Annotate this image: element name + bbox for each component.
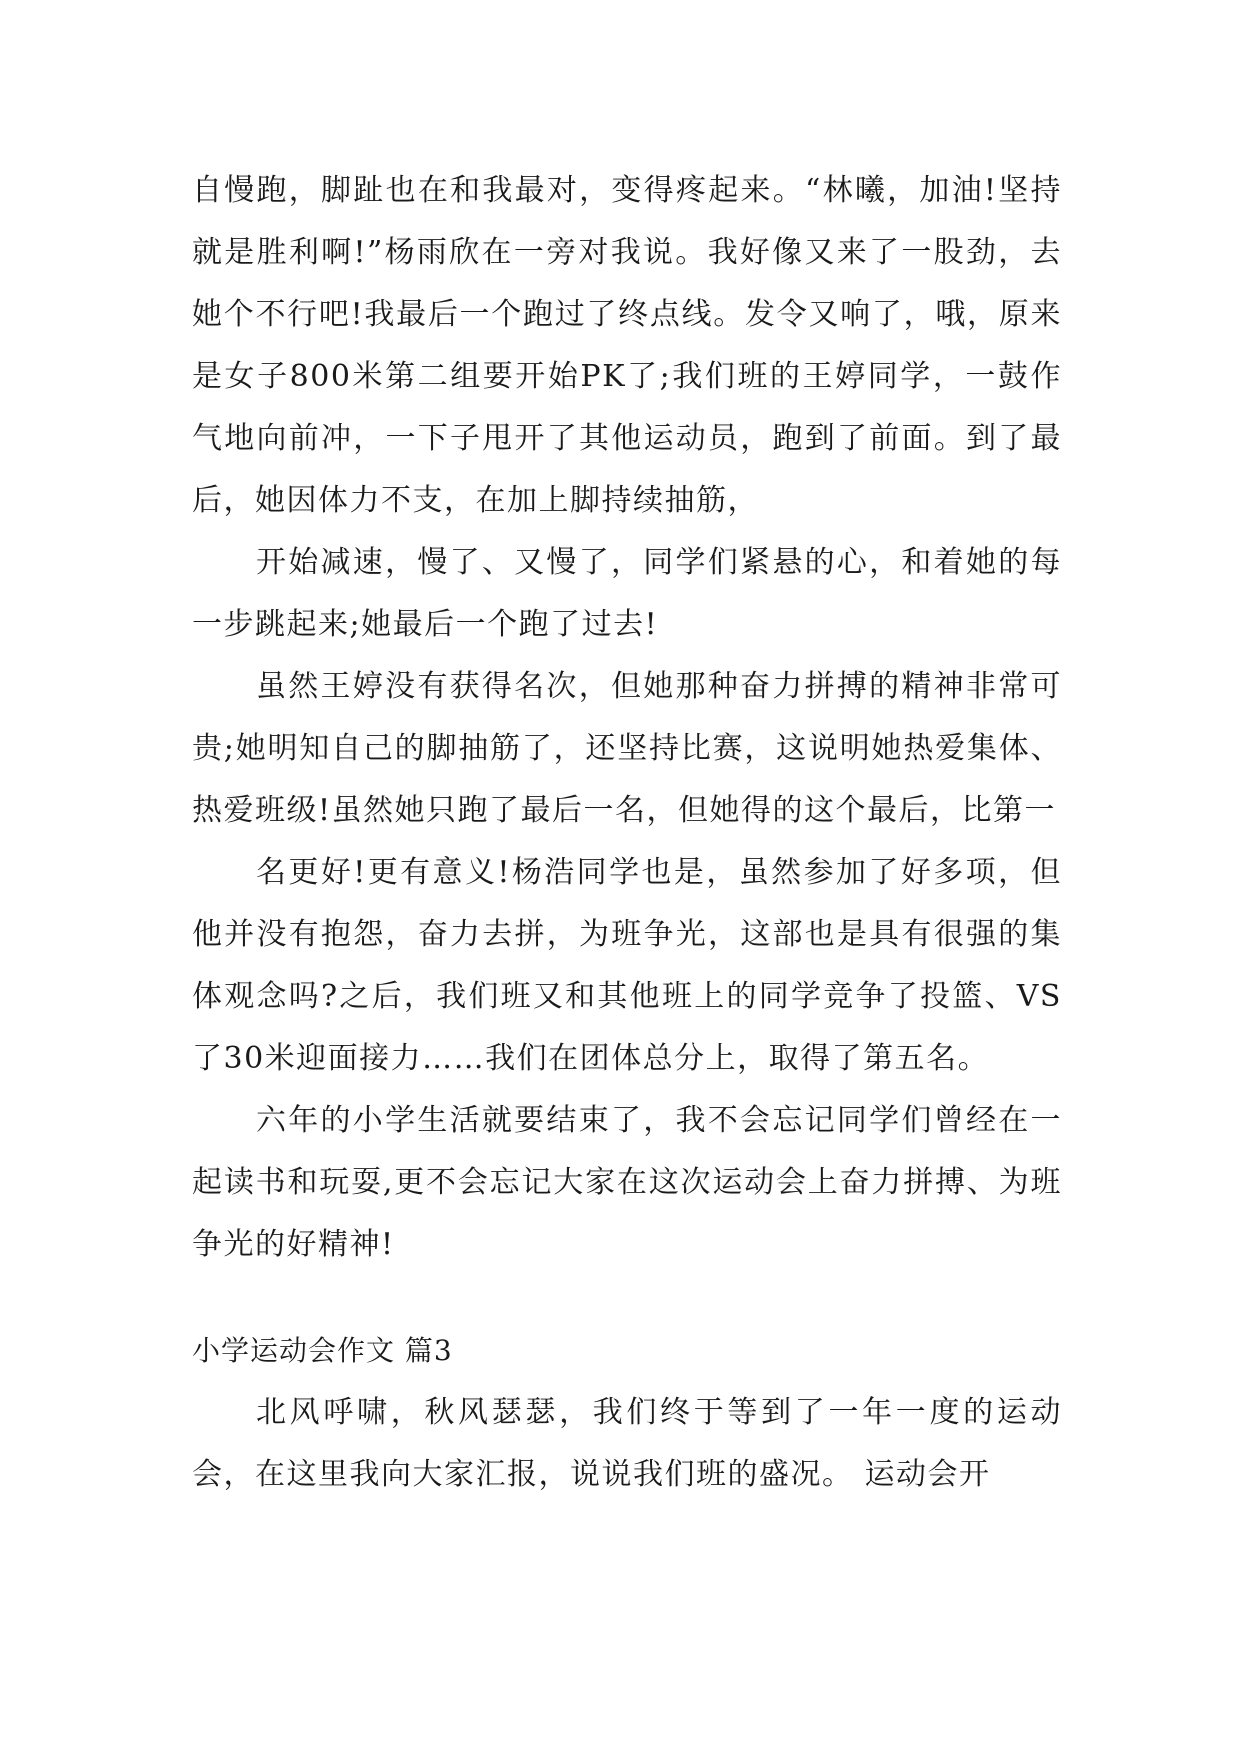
paragraph-2: 开始减速，慢了、又慢了，同学们紧悬的心，和着她的每一步跳起来;她最后一个跑了过去! [192,545,1062,642]
paragraph-3: 虽然王婷没有获得名次，但她那种奋力拼搏的精神非常可贵;她明知自己的脚抽筋了，还坚持比赛，这说明她热爱集体、热爱班级!虽然她只跑了最后一名，但她得的这个最后，比第一 [192,669,1062,828]
document-body [192,160,1062,1506]
paragraph-6: 北风呼啸，秋风瑟瑟，我们终于等到了一年一度的运动会，在这里我向大家汇报，说说我们班的盛况。 运动会开 [192,1395,1062,1492]
paragraph-4: 名更好!更有意义!杨浩同学也是，虽然参加了好多项，但他并没有抱怨，奋力去拼，为班争光，这部也是具有很强的集体观念吗?之后，我们班又和其他班上的同学竞争了投篮、VS了30米迎面接力……我们在团体总分上，取得了第五名。 [192,855,1062,1076]
paragraph-5: 六年的小学生活就要结束了，我不会忘记同学们曾经在一起读书和玩耍,更不会忘记大家在这次运动会上奋力拼搏、为班争光的好精神! [192,1103,1062,1262]
section-heading: 小学运动会作文 篇3 [192,1334,453,1367]
paragraph-1: 自慢跑，脚趾也在和我最对，变得疼起来。“林曦，加油!坚持就是胜利啊!”杨雨欣在一旁对我说。我好像又来了一股劲，去她个不行吧!我最后一个跑过了终点线。发令又响了，哦，原来是女子800米第二组要开始PK了;我们班的王婷同学，一鼓作气地向前冲，一下子甩开了其他运动员，跑到了前面。到了最后，她因体力不支，在加上脚持续抽筋， [192,173,1062,518]
